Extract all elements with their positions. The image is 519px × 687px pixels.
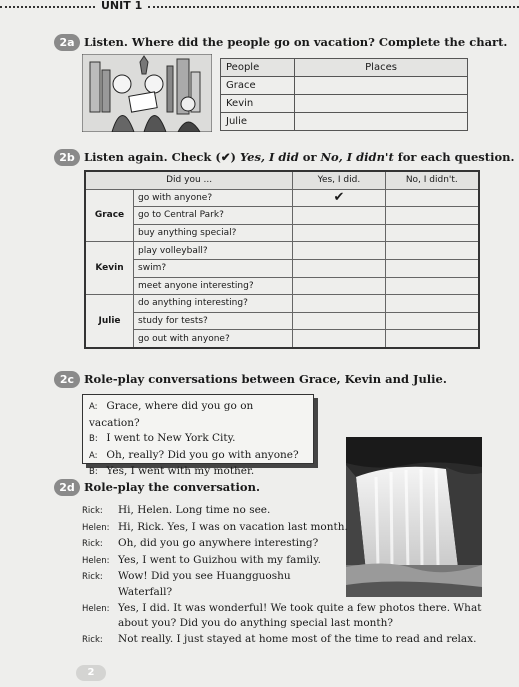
no-cell[interactable] <box>385 277 479 295</box>
yes-cell[interactable] <box>293 295 385 313</box>
conversation-line <box>89 448 307 465</box>
speaker-label: Helen: <box>82 555 110 566</box>
unit-label: UNIT 1 <box>101 0 143 12</box>
group-name-grace: Grace <box>85 189 134 242</box>
group-name-kevin: Kevin <box>85 242 134 295</box>
line-text: Grace, where did you go on vacation? <box>89 400 254 429</box>
line-text: Wow! Did you see Huangguoshu Waterfall? <box>118 570 291 598</box>
header-did-you: Did you ... <box>85 171 293 189</box>
line-text: Hi, Helen. Long time no see. <box>118 504 271 516</box>
sample-conversation-box <box>82 394 314 477</box>
yes-cell[interactable] <box>293 242 385 260</box>
chart-2a <box>220 58 468 131</box>
speaker-label: Helen: <box>82 603 110 614</box>
conversation-line <box>89 431 307 448</box>
page-header <box>0 0 519 14</box>
question: play volleyball? <box>134 242 293 260</box>
page-number: 2 <box>76 665 106 681</box>
yes-cell[interactable]: ✔ <box>293 189 385 207</box>
speaker-label: Rick: <box>82 572 103 583</box>
yes-cell[interactable] <box>293 312 385 330</box>
speaker-label: B: <box>89 434 98 444</box>
yes-cell[interactable] <box>293 207 385 225</box>
no-cell[interactable] <box>385 312 479 330</box>
badge-2b: 2b <box>54 149 80 166</box>
vacation-illustration <box>82 54 212 132</box>
speaker-label: Rick: <box>82 539 103 550</box>
question: swim? <box>134 259 293 277</box>
instruction-2b-mid: ) <box>230 150 240 164</box>
dialogue-line <box>82 520 482 537</box>
instruction-2c: Role-play conversations between Grace, Kevin and Julie. <box>84 372 447 386</box>
header-no: No, I didn't. <box>385 171 479 189</box>
line-text: Yes, I went to Guizhou with my family. <box>118 553 321 566</box>
no-cell[interactable] <box>385 189 479 207</box>
dialogue-line <box>82 632 482 649</box>
speaker-label: Rick: <box>82 506 103 516</box>
person-kevin: Kevin <box>221 95 295 113</box>
or-text: or <box>298 150 321 164</box>
speaker-label: A: <box>89 402 98 412</box>
question: do anything interesting? <box>134 295 293 313</box>
line-text: I went to New York City. <box>106 432 236 444</box>
place-input-grace[interactable] <box>295 77 468 95</box>
no-cell[interactable] <box>385 224 479 242</box>
speaker-label: B: <box>89 467 98 477</box>
dialogue-line <box>82 569 482 600</box>
line-text: Hi, Rick. Yes, I was on vacation last month. <box>118 520 348 533</box>
yes-phrase: Yes, I did <box>239 150 299 164</box>
instruction-2a: Listen. Where did the people go on vacation? Complete the chart. <box>84 35 508 49</box>
dialogue-line <box>82 503 482 520</box>
speaker-label: A: <box>89 450 98 461</box>
dialogue-line <box>82 553 482 570</box>
question: buy anything special? <box>134 224 293 242</box>
line-text: Oh, did you go anywhere interesting? <box>118 537 319 550</box>
conversation-line <box>89 399 307 431</box>
instruction-2b-pre: Listen again. Check ( <box>84 150 221 164</box>
no-cell[interactable] <box>385 295 479 313</box>
no-phrase: No, I didn't <box>320 150 394 164</box>
header-people: People <box>221 59 295 77</box>
check-symbol: ✔ <box>220 150 231 164</box>
header-dots-right <box>148 6 519 8</box>
question: meet anyone interesting? <box>134 277 293 295</box>
question: study for tests? <box>134 312 293 330</box>
group-name-julie: Julie <box>85 295 134 348</box>
no-cell[interactable] <box>385 259 479 277</box>
badge-2d: 2d <box>54 479 80 496</box>
speaker-label: Helen: <box>82 522 110 533</box>
yes-cell[interactable] <box>293 259 385 277</box>
no-cell[interactable] <box>385 242 479 260</box>
badge-2a: 2a <box>54 34 80 51</box>
yes-cell[interactable] <box>293 277 385 295</box>
line-text: Oh, really? Did you go with anyone? <box>106 448 299 461</box>
line-text: Yes, I went with my mother. <box>106 465 255 477</box>
dialogue-2d <box>82 503 482 648</box>
instruction-2d: Role-play the conversation. <box>84 480 260 494</box>
chart-2b <box>84 170 480 349</box>
header-dots-left <box>0 6 95 8</box>
header-yes: Yes, I did. <box>293 171 385 189</box>
dialogue-line <box>82 536 482 553</box>
badge-2c: 2c <box>54 371 80 388</box>
instruction-2b <box>84 150 515 164</box>
person-grace: Grace <box>221 77 295 95</box>
yes-cell[interactable] <box>293 224 385 242</box>
place-input-kevin[interactable] <box>295 95 468 113</box>
person-julie: Julie <box>221 113 295 131</box>
line-text: Not really. I just stayed at home most of the time to read and relax. <box>118 632 477 645</box>
place-input-julie[interactable] <box>295 113 468 131</box>
no-cell[interactable] <box>385 207 479 225</box>
question: go to Central Park? <box>134 207 293 225</box>
question: go out with anyone? <box>134 330 293 348</box>
header-places: Places <box>295 59 468 77</box>
speaker-label: Rick: <box>82 634 103 645</box>
conversation-line <box>89 464 307 481</box>
line-text: Yes, I did. It was wonderful! We took quite a few photos there. What about you? Did you do anything special last month? <box>118 601 482 630</box>
question: go with anyone? <box>134 189 293 207</box>
yes-cell[interactable] <box>293 330 385 348</box>
dialogue-line <box>82 601 482 632</box>
no-cell[interactable] <box>385 330 479 348</box>
instruction-2b-post: for each question. <box>393 150 515 164</box>
